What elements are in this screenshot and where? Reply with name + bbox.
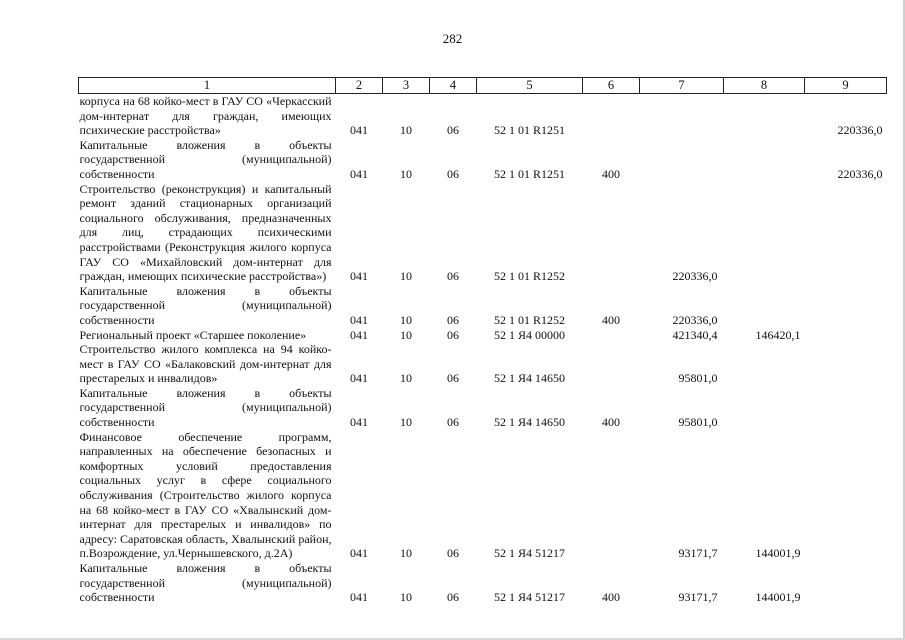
target-article-code: 52 1 Я4 14650 — [493, 371, 565, 386]
subsection-code: 06 — [447, 415, 459, 430]
amount-col-8: 144001,9 — [755, 590, 801, 605]
section-code: 10 — [400, 166, 412, 181]
expense-type-code: 400 — [602, 590, 620, 605]
page-number: 282 — [442, 31, 463, 46]
table-row — [79, 138, 887, 182]
ministry-code: 041 — [350, 415, 368, 430]
target-article-code: 52 1 01 R1252 — [493, 269, 565, 284]
section-code: 10 — [400, 312, 412, 327]
ministry-code: 041 — [350, 371, 368, 386]
subsection-code: 06 — [447, 312, 459, 327]
ministry-code: 041 — [350, 327, 368, 342]
column-header: 5 — [477, 78, 583, 94]
table-row — [79, 94, 887, 138]
column-header: 1 — [79, 78, 336, 94]
amount-col-9: 220336,0 — [837, 166, 883, 181]
budget-table — [78, 77, 887, 605]
expense-type-code — [583, 182, 640, 284]
expense-type-code — [583, 94, 640, 138]
row-description: Капитальные вложения в объекты государственной (муниципальной) собственности — [79, 561, 332, 605]
amount-col-8: 144001,9 — [755, 546, 801, 561]
column-header: 3 — [383, 78, 430, 94]
target-article-code: 52 1 Я4 51217 — [493, 590, 565, 605]
section-code: 10 — [400, 269, 412, 284]
table-row — [79, 284, 887, 328]
amount-col-8 — [724, 284, 805, 328]
expense-type-code — [583, 430, 640, 561]
subsection-code: 06 — [447, 590, 459, 605]
amount-col-7: 220336,0 — [672, 312, 718, 327]
column-header: 6 — [583, 78, 640, 94]
amount-col-9 — [805, 342, 887, 386]
ministry-code: 041 — [350, 166, 368, 181]
amount-col-8 — [724, 138, 805, 182]
row-description: Капитальные вложения в объекты государственной (муниципальной) собственности — [79, 385, 332, 430]
row-description: Финансовое обеспечение программ, направленных на обеспечение безопасных и комфортных условий предоставления социальных услуг в сфере социального обслуживания (Строительство жилого корпуса на 68 койко-мест в ГАУ СО «Хвалынский дом-интернат для престарелых и инвалидов» по адресу: Саратовская область, Хвалынский район, п.Возрождение, ул.Чернышевского, д.2А) — [79, 429, 332, 561]
amount-col-9: 220336,0 — [837, 123, 883, 138]
row-description: Строительство (реконструкция) и капитальный ремонт зданий стационарных организаций социального обслуживания, предназначенных для лиц, страдающих психическими расстройствами (Реконструкция жилого корпуса ГАУ СО «Михайловский дом-интернат для граждан, имеющих психические расстройства») — [79, 181, 332, 284]
expense-type-code: 400 — [602, 312, 620, 327]
amount-col-7: 93171,7 — [678, 590, 718, 605]
amount-col-7: 220336,0 — [672, 269, 718, 284]
target-article-code: 52 1 Я4 51217 — [493, 546, 565, 561]
column-header: 7 — [640, 78, 724, 94]
amount-col-8 — [724, 342, 805, 386]
section-code: 10 — [400, 123, 412, 138]
target-article-code: 52 1 Я4 00000 — [493, 327, 565, 342]
amount-col-8 — [724, 182, 805, 284]
ministry-code: 041 — [350, 312, 368, 327]
amount-col-8: 146420,1 — [755, 327, 801, 342]
expense-type-code: 400 — [602, 166, 620, 181]
table-row — [79, 386, 887, 430]
column-header: 8 — [724, 78, 805, 94]
table-row — [79, 342, 887, 386]
expense-type-code — [583, 328, 640, 343]
section-code: 10 — [400, 546, 412, 561]
row-description: корпуса на 68 койко-мест в ГАУ СО «Черкасский дом-интернат для граждан, имеющих психические расстройства» — [79, 94, 332, 138]
table-row — [79, 182, 887, 284]
ministry-code: 041 — [350, 269, 368, 284]
ministry-code: 041 — [350, 123, 368, 138]
target-article-code: 52 1 Я4 14650 — [493, 415, 565, 430]
column-header: 2 — [336, 78, 383, 94]
amount-col-9 — [805, 284, 887, 328]
amount-col-9 — [805, 430, 887, 561]
amount-col-7: 421340,4 — [672, 327, 718, 342]
row-description: Капитальные вложения в объекты государственной (муниципальной) собственности — [79, 283, 332, 327]
subsection-code: 06 — [447, 166, 459, 181]
row-description: Строительство жилого комплекса на 94 койко-мест в ГАУ СО «Балаковский дом-интернат для престарелых и инвалидов» — [79, 342, 332, 386]
ministry-code: 041 — [350, 546, 368, 561]
amount-col-7 — [640, 94, 724, 138]
amount-col-7: 93171,7 — [678, 546, 718, 561]
amount-col-7 — [640, 138, 724, 182]
table-header-row — [79, 78, 887, 94]
subsection-code: 06 — [447, 546, 459, 561]
expense-type-code: 400 — [602, 415, 620, 430]
subsection-code: 06 — [447, 371, 459, 386]
subsection-code: 06 — [447, 327, 459, 342]
subsection-code: 06 — [447, 269, 459, 284]
table-row — [79, 328, 887, 343]
target-article-code: 52 1 01 R1251 — [493, 123, 565, 138]
row-description: Региональный проект «Старшее поколение» — [79, 327, 307, 342]
amount-col-7: 95801,0 — [678, 415, 718, 430]
amount-col-8 — [724, 386, 805, 430]
section-code: 10 — [400, 590, 412, 605]
table-row — [79, 561, 887, 605]
amount-col-7: 95801,0 — [678, 371, 718, 386]
target-article-code: 52 1 01 R1251 — [493, 166, 565, 181]
expense-type-code — [583, 342, 640, 386]
column-header: 9 — [805, 78, 887, 94]
amount-col-9 — [805, 386, 887, 430]
row-description: Капитальные вложения в объекты государственной (муниципальной) собственности — [79, 137, 332, 181]
target-article-code: 52 1 01 R1252 — [493, 312, 565, 327]
ministry-code: 041 — [350, 590, 368, 605]
section-code: 10 — [400, 415, 412, 430]
section-code: 10 — [400, 327, 412, 342]
amount-col-9 — [805, 328, 887, 343]
column-header: 4 — [430, 78, 477, 94]
amount-col-8 — [724, 94, 805, 138]
subsection-code: 06 — [447, 123, 459, 138]
table-row — [79, 430, 887, 561]
section-code: 10 — [400, 371, 412, 386]
amount-col-9 — [805, 561, 887, 605]
amount-col-9 — [805, 182, 887, 284]
